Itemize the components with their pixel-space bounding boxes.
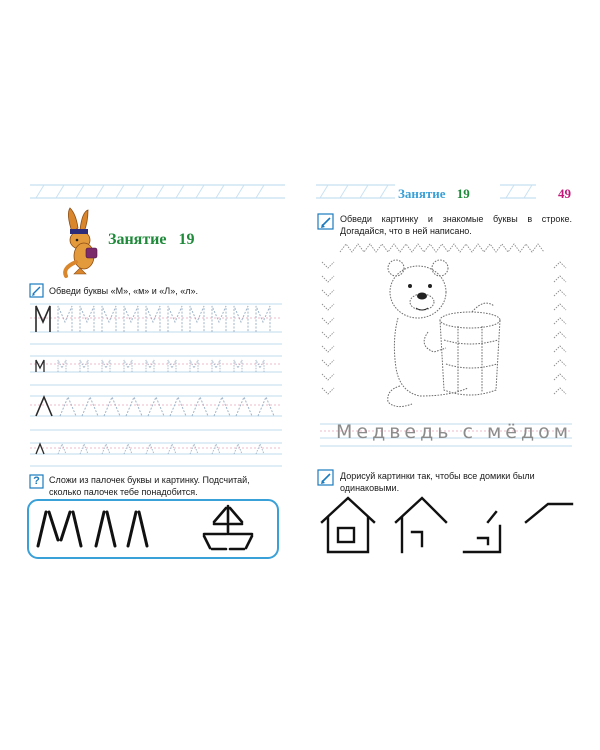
pencil-task-icon-right-2 [318, 470, 333, 485]
task2-instruction-right: Дорисуй картинки так, чтобы все домики были одинаковыми. [340, 471, 535, 493]
right-page [300, 0, 600, 750]
house-partial-2 [464, 512, 500, 552]
house-complete [322, 498, 374, 552]
hidden-phrase-tracing: Медведь с мёдом [336, 421, 573, 443]
task2-instruction: Сложи из палочек буквы и картинку. Подсчитай, сколько палочек тебе понадобится. [49, 475, 250, 497]
task1-instruction-right: Обведи картинку и знакомые буквы в строке. Догадайся, что в ней написано. [340, 214, 572, 236]
lesson-title-right [398, 186, 470, 202]
tracing-row-small-l [36, 444, 264, 454]
page-number: 49 [558, 186, 571, 201]
houses-row [322, 498, 572, 552]
dotted-bear-picture [388, 260, 500, 407]
tracing-row-big-l [36, 397, 274, 416]
lesson-number-right: 19 [456, 186, 470, 201]
dotted-zigzag-border [322, 244, 566, 394]
kangaroo-illustration [65, 208, 97, 276]
lesson-title [108, 231, 195, 249]
tracing-row-small-m [36, 360, 264, 372]
lesson-label-right: Занятие [398, 186, 446, 201]
writing-guide-lines [30, 304, 282, 466]
house-partial-1 [396, 498, 446, 552]
task1-instruction: Обведи буквы «М», «м» и «Л», «л». [49, 286, 198, 296]
house-partial-3 [526, 504, 572, 522]
header-guide-lines [30, 185, 285, 198]
question-mark-icon: ? [33, 475, 40, 487]
pencil-task-icon [30, 284, 43, 297]
tracing-row-big-m [36, 306, 270, 332]
lesson-label: Занятие [108, 231, 167, 248]
lesson-number: 19 [178, 231, 195, 248]
pencil-task-icon-right-1 [318, 214, 333, 229]
right-page-graphics [300, 0, 600, 750]
sticks-box [28, 500, 278, 558]
